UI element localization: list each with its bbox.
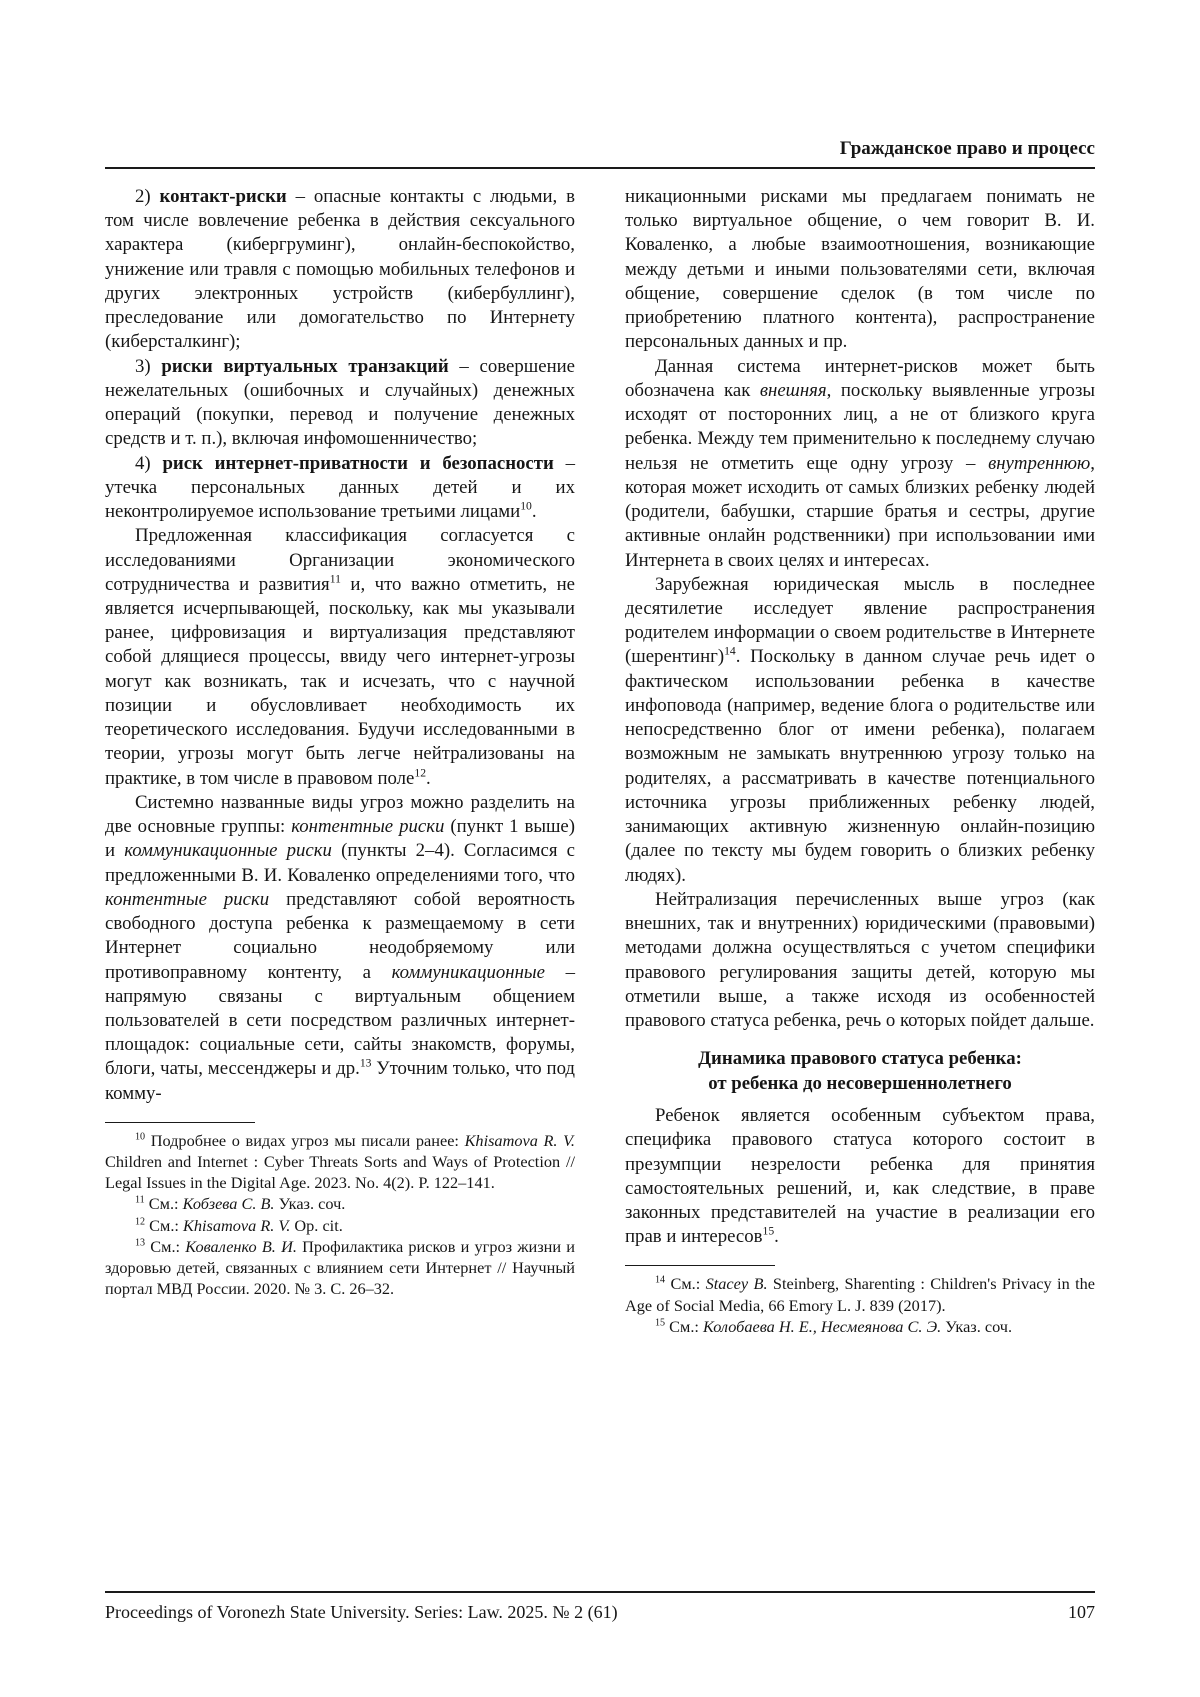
footnote-ref: 15 bbox=[655, 1317, 666, 1329]
footnote-ref: 10 bbox=[520, 499, 532, 513]
text-run: – напрямую связаны с виртуальным общением пользователей в сети посредством различных интернет-площадок: социальные сети, сайты знакомств, форумы, блоги, чаты, мессенджеры и др. bbox=[105, 961, 575, 1080]
text-run: , поскольку выявленные угрозы исходят от посторонних лиц, а не от близкого круга ребенка. Между тем применительно к последнему случаю нельзя не отметить еще одну угрозу – bbox=[625, 379, 1095, 474]
text-run: Указ. соч. bbox=[274, 1194, 346, 1214]
text-run: Кобзева С. В. bbox=[182, 1194, 275, 1214]
text-run: контакт-риски bbox=[159, 186, 287, 207]
footnote-separator-right bbox=[625, 1265, 775, 1266]
text-run: . bbox=[426, 767, 431, 789]
text-run: . bbox=[531, 501, 537, 523]
footnote bbox=[105, 1215, 575, 1236]
body-paragraph bbox=[625, 573, 1095, 888]
text-run: Колобаева Н. Е., Несмеянова С. Э. bbox=[703, 1316, 942, 1336]
footnote bbox=[105, 1236, 575, 1300]
text-run: никационными рисками мы предлагаем понимать не только виртуальное общение, о чем говорит В. И. Коваленко, а любые взаимоотношения, возникающие между детьми и иными пользователями сети, включая общение, совершение сделок (в том числе по приобретению платного контента), распространение персональных данных и пр. bbox=[625, 186, 1095, 353]
text-run: Нейтрализация перечисленных выше угроз (как внешних, так и внутренних) юридическими (правовыми) методами должна осуществляться с учетом специфики правового регулирования защиты детей, которую мы отметили выше, а также исходя из особенностей правового статуса ребенка, речь о которых пойдет дальше. bbox=[625, 888, 1095, 1031]
text-run: Данная система интернет-рисков может быть обозначена как bbox=[625, 355, 1095, 401]
page-footer bbox=[105, 1591, 1095, 1623]
footer-page-number: 107 bbox=[1068, 1602, 1095, 1622]
text-run: – опасные контакты с людьми, в том числе вовлечение ребенка в действия сексуального характера (кибергруминг), онлайн-беспокойство, унижение или травля с помощью мобильных телефонов и других электронных устройств (кибербуллинг), преследование или домогательство по Интернету (киберсталкинг); bbox=[105, 186, 575, 353]
text-run: (пункты 2–4). Согласимся с предложенными В. И. Коваленко определениями того, что bbox=[105, 840, 576, 886]
body-paragraph bbox=[625, 185, 1095, 355]
body-paragraph bbox=[625, 355, 1095, 573]
text-run: коммуникационные bbox=[391, 961, 545, 983]
body-paragraph bbox=[105, 524, 575, 791]
text-run: , которая может исходить от самых близких ребенку людей (родители, бабушки, старшие братья и сестры, другие активные онлайн родственники) при использовании ими Интернета в своих целях и интересах. bbox=[625, 452, 1095, 571]
body-paragraph bbox=[105, 185, 575, 355]
text-run: Children and Internet : Cyber Threats Sorts and Ways of Protection // Legal Issues in the Digital Age. 2023. No. 4(2). P. 122–141. bbox=[105, 1152, 575, 1193]
text-run: Подробнее о видах угроз мы писали ранее: bbox=[145, 1130, 465, 1150]
footnote-ref: 15 bbox=[762, 1224, 775, 1238]
text-run: внутреннюю bbox=[988, 452, 1091, 474]
footnote bbox=[105, 1193, 575, 1214]
footnote-ref: 13 bbox=[135, 1237, 146, 1249]
left-column bbox=[105, 185, 575, 1337]
body-paragraph bbox=[105, 791, 575, 1106]
footer-journal-line: Proceedings of Voronezh State University. Series: Law. 2025. № 2 (61) bbox=[105, 1602, 618, 1622]
text-run: коммуникационные риски bbox=[124, 840, 332, 862]
text-run: См.: bbox=[145, 1215, 183, 1235]
footnote-ref: 13 bbox=[359, 1057, 372, 1071]
footnote-ref: 14 bbox=[655, 1275, 666, 1287]
text-run: См.: bbox=[145, 1236, 186, 1256]
left-column-body bbox=[105, 185, 575, 1106]
text-run: См.: bbox=[665, 1316, 703, 1336]
footnote bbox=[625, 1273, 1095, 1315]
text-run: контентные риски bbox=[105, 888, 270, 910]
text-run: См.: bbox=[665, 1274, 706, 1294]
text-run: . bbox=[774, 1226, 779, 1248]
footnote-ref: 12 bbox=[414, 766, 427, 780]
section-heading: Динамика правового статуса ребенка: от ребенка до несовершеннолетнего bbox=[698, 1048, 1022, 1094]
text-run: Khisamova R. V. bbox=[183, 1215, 291, 1235]
footnote bbox=[105, 1130, 575, 1194]
text-run: См.: bbox=[144, 1194, 183, 1214]
text-run: представляют собой вероятность свободного доступа ребенка к размещаемому в сети Интернет социально неодобряемому или противоправному контенту, а bbox=[105, 888, 575, 983]
text-run: Ребенок является особенным субъектом права, специфика правового статуса которого состоит в презумпции незрелости ребенка для принятия самостоятельных решений, и, как следствие, в праве законных представителей на участие в реализации его прав и интересов bbox=[625, 1105, 1095, 1248]
right-column-body-top bbox=[625, 185, 1095, 1033]
footnote-ref: 11 bbox=[135, 1195, 145, 1206]
body-paragraph bbox=[625, 888, 1095, 1033]
text-run: 2) bbox=[135, 186, 160, 207]
text-run: внешняя bbox=[759, 379, 827, 401]
body-paragraph bbox=[625, 1104, 1095, 1249]
text-run: риски виртуальных транзакций bbox=[161, 355, 449, 377]
right-column-footnotes bbox=[625, 1273, 1095, 1337]
text-run: – утечка персональных данных детей и их неконтролируемое использование третьими лицами bbox=[105, 452, 575, 523]
footnote-separator-left bbox=[105, 1122, 255, 1123]
text-run: 3) bbox=[135, 355, 162, 377]
text-run: – совершение нежелательных (ошибочных и случайных) денежных операций (покупки, перевод и получение денежных средств и т. п.), включая инфомошенничество; bbox=[105, 355, 576, 450]
footnote-ref: 10 bbox=[135, 1131, 146, 1143]
text-run: Профилактика рисков и угроз жизни и здоровью детей, связанных с влиянием сети Интернет // Научный портал МВД России. 2020. № 3. С. 26–32. bbox=[105, 1236, 575, 1299]
text-run: . Поскольку в данном случае речь идет о фактическом использовании ребенка в качестве инфоповода (например, ведение блога о родительстве или непосредственно блог от имени ребенка), полагаем возможным не замыкать внутреннюю угрозу только на родителях, а рассматривать в качестве потенциального источника угрозы приближенных ребенку людей, занимающих активную жизненную онлайн-позицию (далее по тексту мы будем говорить о близких ребенку людях). bbox=[625, 646, 1095, 886]
text-run: Уточним только, что под комму- bbox=[105, 1058, 575, 1104]
text-run: Зарубежная юридическая мысль в последнее десятилетие исследует явление распространения родителем информации о своем родительстве в Интернете (шерентинг) bbox=[625, 573, 1095, 668]
footnote-ref: 14 bbox=[724, 645, 736, 659]
text-run: Steinberg, Sharenting : Children's Privacy in the Age of Social Media, 66 Emory L. J. 839 (2017). bbox=[625, 1274, 1095, 1315]
text-run: (пункт 1 выше) и bbox=[105, 816, 576, 862]
left-column-footnotes bbox=[105, 1130, 575, 1299]
right-column-body-bottom bbox=[625, 1104, 1095, 1249]
text-run: Op. cit. bbox=[290, 1215, 343, 1235]
body-paragraph bbox=[105, 452, 575, 525]
text-run: Stacey B. bbox=[705, 1274, 768, 1294]
text-run: контентные риски bbox=[291, 816, 445, 838]
text-run: 4) bbox=[135, 452, 163, 474]
text-run: Системно названные виды угроз можно разделить на две основные группы: bbox=[105, 791, 575, 838]
running-head: Гражданское право и процесс bbox=[105, 138, 1095, 169]
text-run: Коваленко В. И. bbox=[185, 1236, 297, 1256]
footnote-ref: 11 bbox=[329, 572, 341, 586]
text-run: и, что важно отметить, не является исчерпывающей, поскольку, как мы указывали ранее, цифровизация и виртуализация представляют собой длящиеся процессы, ввиду чего интернет-угрозы могут как возникать, так и исчезать, что с научной позиции и обусловливает необходимость их теоретического исследования. Будучи исследованными в теории, угрозы могут быть легче нейтрализованы на практике, в том числе в правовом поле bbox=[105, 573, 575, 789]
footnote bbox=[625, 1316, 1095, 1337]
text-run: Предложенная классификация согласуется с исследованиями Организации экономического сотрудничества и развития bbox=[105, 525, 575, 595]
text-run: Указ. соч. bbox=[941, 1316, 1013, 1336]
text-run: риск интернет-приватности и безопасности bbox=[162, 452, 554, 474]
footnote-ref: 12 bbox=[135, 1216, 146, 1228]
right-column bbox=[625, 185, 1095, 1337]
text-run: Khisamova R. V. bbox=[464, 1130, 575, 1150]
body-paragraph bbox=[105, 355, 575, 452]
two-column-layout bbox=[105, 185, 1095, 1337]
